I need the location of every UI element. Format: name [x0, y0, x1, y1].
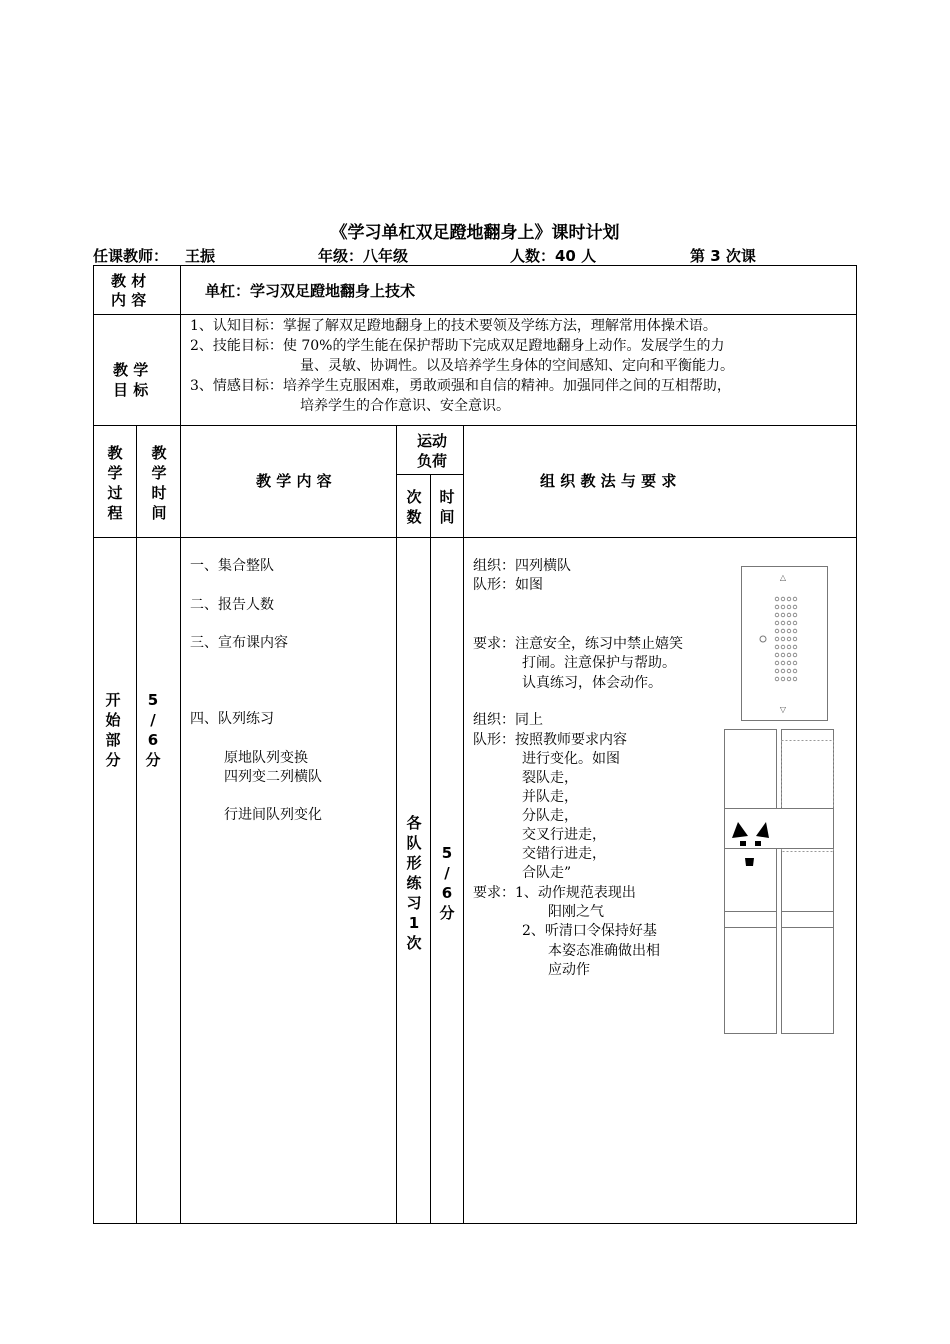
- method-line: 组织：四列横队: [473, 558, 571, 574]
- load-time: 5 / 6 分: [439, 844, 455, 922]
- col-content: 教 学 内 容: [256, 472, 332, 490]
- method-line: 打闹。注意保护与帮助。: [522, 655, 676, 671]
- goal-line: 培养学生的合作意识、安全意识。: [300, 398, 510, 414]
- svg-text:△: △: [779, 573, 787, 582]
- method-line: 交错行进走，: [522, 846, 606, 862]
- material-label-1: 教 材: [111, 272, 147, 290]
- material-content: 单杠：学习双足蹬地翻身上技术: [205, 282, 416, 300]
- content-item: 四列变二列横队: [224, 769, 322, 785]
- method-line: 并队走，: [522, 789, 578, 805]
- goals-label-2: 目 标: [113, 381, 149, 399]
- method-line: 要求：1、动作规范表现出: [473, 885, 636, 901]
- col-duration: 时 间: [439, 488, 455, 526]
- formation-diagram-marching: [722, 728, 836, 1036]
- content-item: 原地队列变换: [224, 750, 308, 766]
- method-line: 交叉行进走，: [522, 827, 606, 843]
- col-method: 组 织 教 法 与 要 求: [540, 472, 677, 490]
- method-line: 队形：如图: [473, 577, 543, 593]
- content-item: 四、队列练习: [190, 711, 274, 727]
- method-line: 进行变化。如图: [522, 751, 620, 767]
- col-load: 运动 负荷: [416, 432, 447, 470]
- content-item: 一、集合整队: [190, 558, 274, 574]
- method-line: 合队走”: [522, 865, 572, 881]
- grade: 年级：八年级: [318, 247, 409, 265]
- method-line: 组织：同上: [473, 712, 543, 728]
- formation-diagram-rows: [741, 566, 828, 721]
- section-time: 5 / 6 分: [145, 691, 161, 769]
- page-title: 《学习单杠双足蹬地翻身上》课时计划: [330, 223, 620, 243]
- method-line: 应动作: [548, 962, 590, 978]
- method-line: 阳刚之气: [548, 904, 604, 920]
- student-count: 人数：40 人: [510, 247, 597, 265]
- svg-text:▽: ▽: [779, 705, 787, 714]
- method-line: 认真练习，体会动作。: [522, 675, 662, 691]
- col-count: 次 数: [406, 488, 422, 526]
- load-count: 各 队 形 练 习 1 次: [406, 814, 422, 952]
- goal-line: 2、技能目标：使 70%的学生能在保护帮助下完成双足蹬地翻身上动作。发展学生的力: [190, 338, 725, 354]
- method-line: 2、听清口令保持好基: [522, 923, 657, 939]
- section-name: 开 始 部 分: [105, 691, 121, 769]
- col-process: 教 学 过 程: [107, 444, 123, 522]
- method-line: 队形：按照教师要求内容: [473, 732, 627, 748]
- goal-line: 量、灵敏、协调性。以及培养学生身体的空间感知、定向和平衡能力。: [300, 358, 734, 374]
- goal-line: 1、认知目标：掌握了解双足蹬地翻身上的技术要领及学练方法，理解常用体操术语。: [190, 318, 717, 334]
- goals-label-1: 教 学: [113, 361, 149, 379]
- content-item: 行进间队列变化: [224, 807, 322, 823]
- teacher-name: 王振: [185, 247, 216, 265]
- goal-line: 3、情感目标：培养学生克服困难，勇敢顽强和自信的精神。加强同伴之间的互相帮助，: [190, 378, 731, 394]
- teacher-label: 任课教师：: [93, 247, 169, 265]
- method-line: 分队走，: [522, 808, 578, 824]
- material-label-2: 内 容: [111, 291, 147, 309]
- method-line: 本姿态准确做出相: [548, 943, 660, 959]
- method-line: 裂队走，: [522, 770, 578, 786]
- content-item: 三、宣布课内容: [190, 635, 288, 651]
- col-time: 教 学 时 间: [151, 444, 167, 522]
- method-line: 要求：注意安全，练习中禁止嬉笑: [473, 636, 683, 652]
- content-item: 二、报告人数: [190, 597, 274, 613]
- lesson-number: 第 3 次课: [690, 247, 756, 265]
